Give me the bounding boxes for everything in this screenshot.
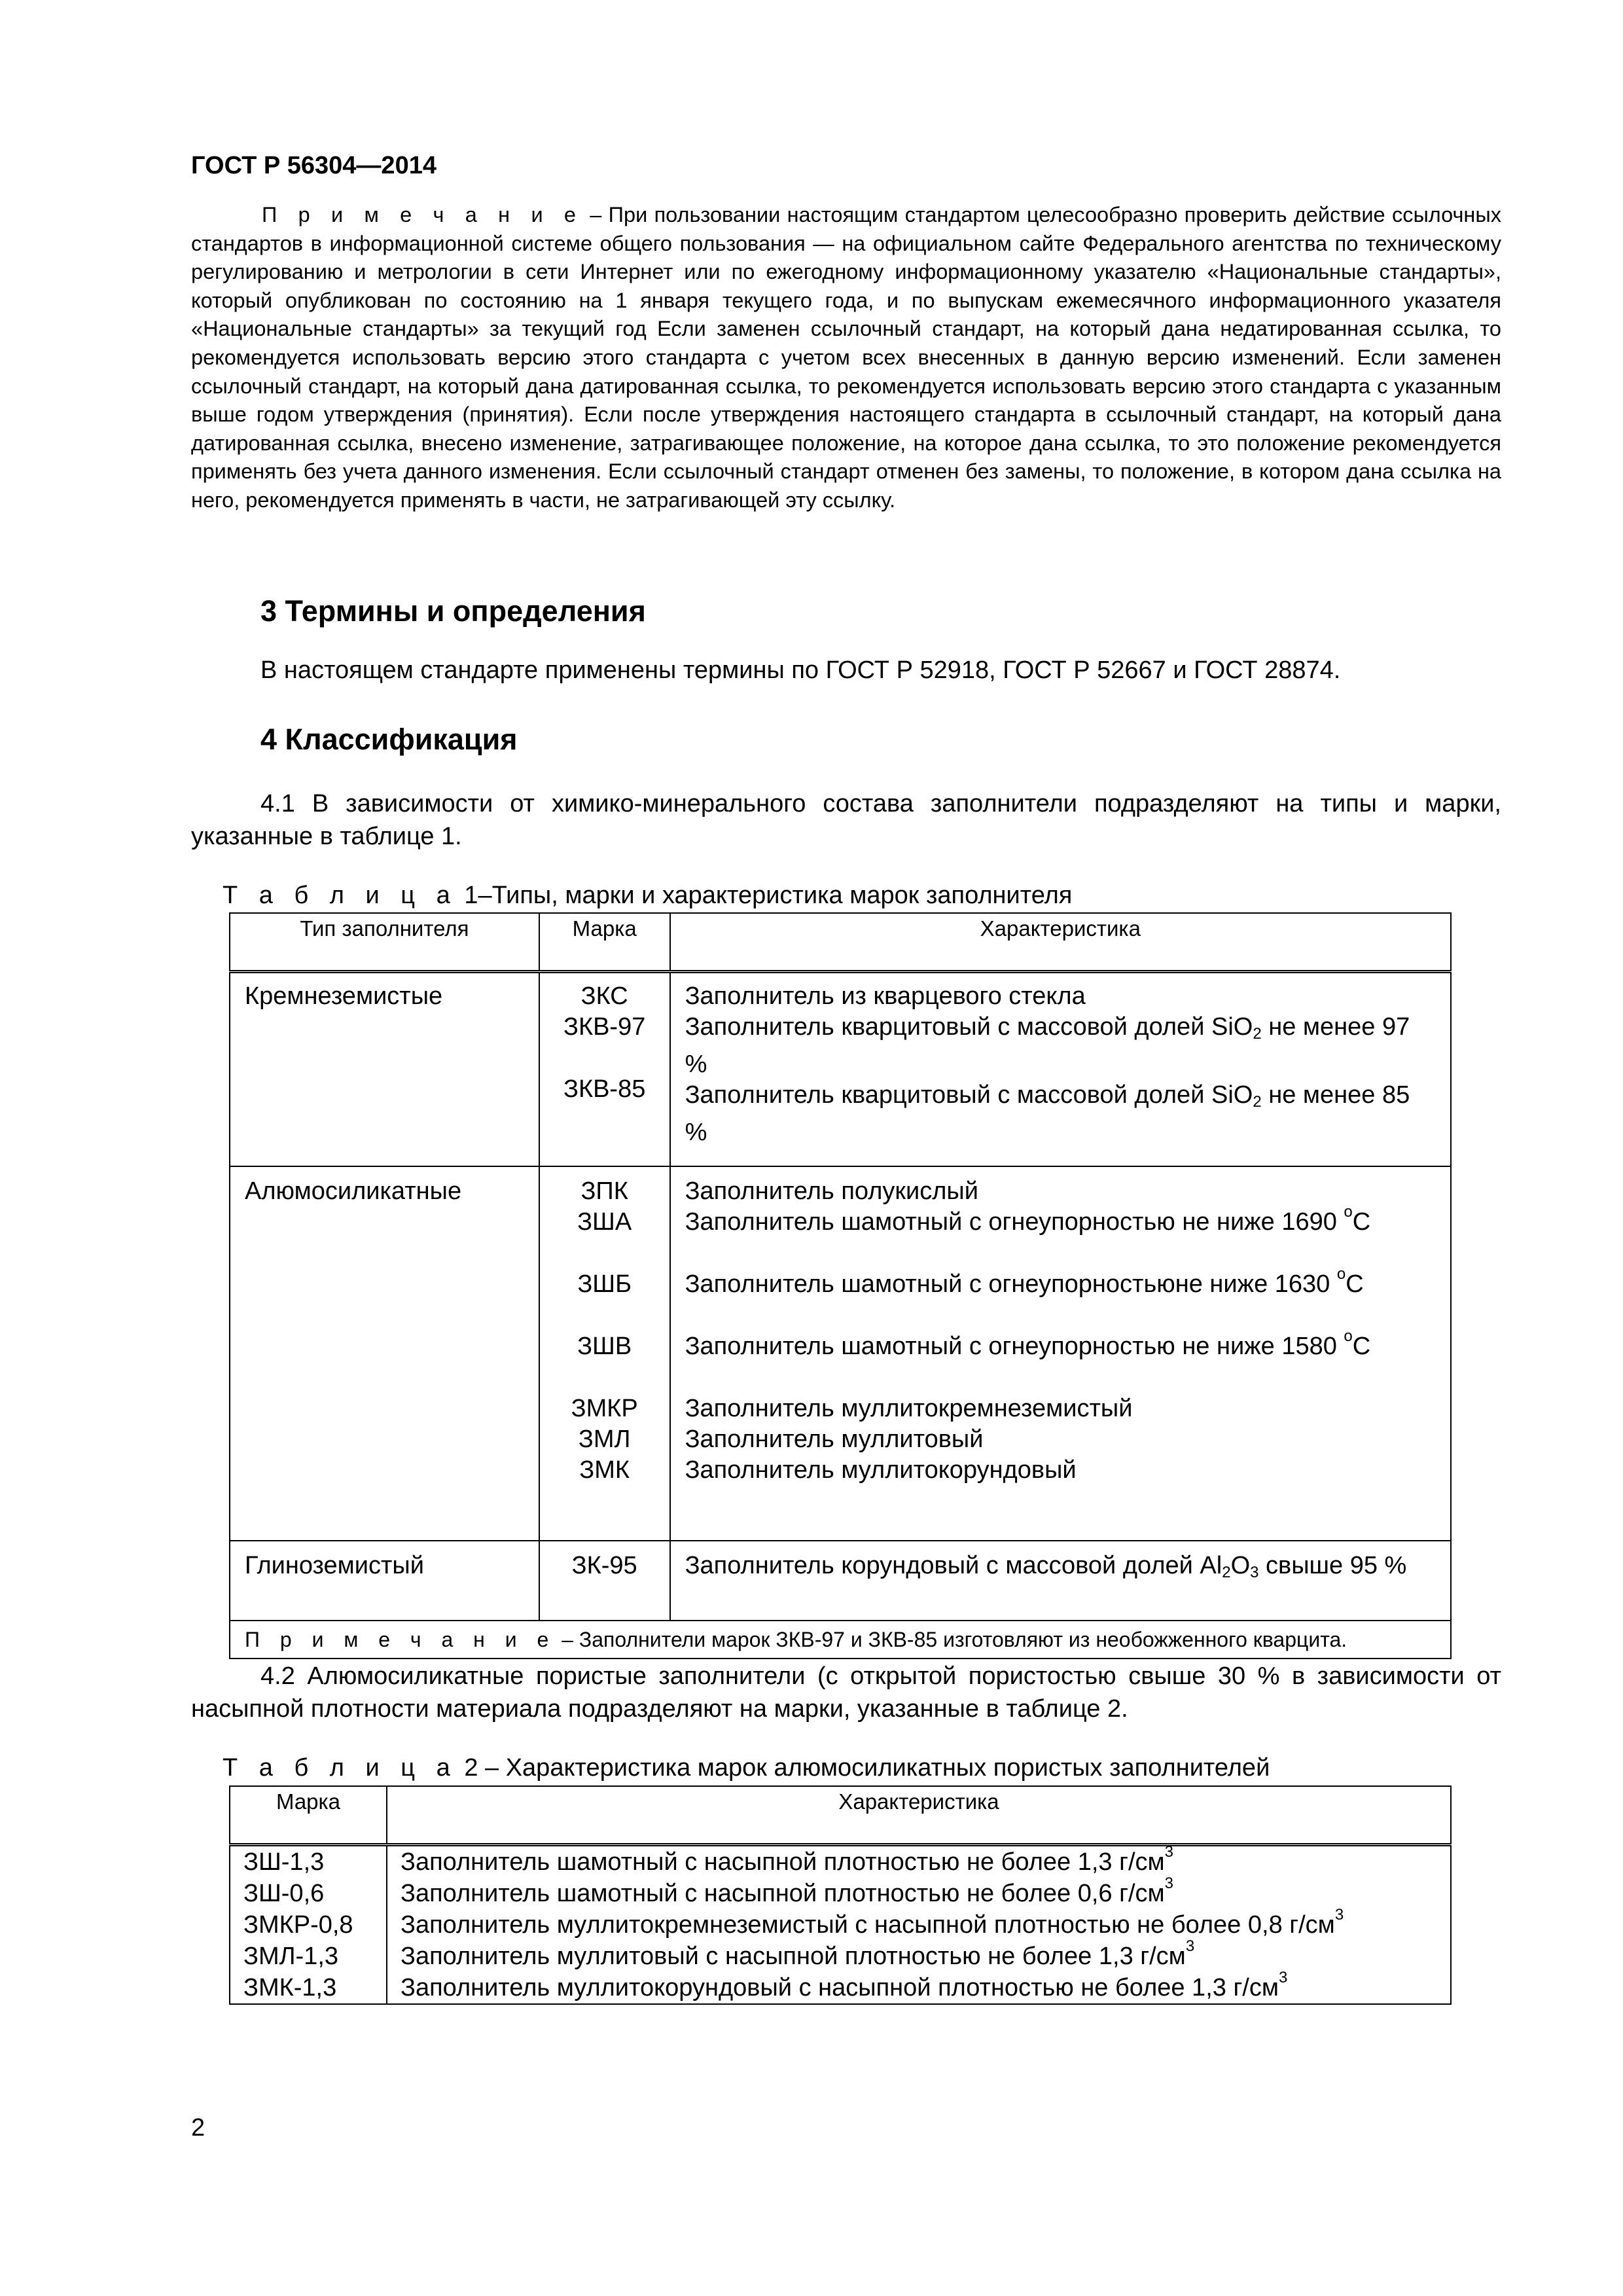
table-1-note: П р и м е ч а н и е – Заполнители марок ЗКВ-97 и ЗКВ-85 изготовляют из необожженного кварцита. bbox=[230, 1621, 1451, 1659]
mark: ЗКВ-85 bbox=[563, 1075, 646, 1103]
references-note bbox=[191, 201, 1501, 515]
table-2-cell-char: Заполнитель шамотный с насыпной плотностью не более 1,3 $г/см^3$ Заполнитель шамотный с насыпной плотностью не более 0,6 $г/см^3$ Заполнитель муллитокремнеземистый с насыпной плотностью не более 0,8 $г/см^3$ Заполнитель муллитовый с насыпной плотностью не более 1,3 $г/см^3$ Заполнитель муллитокорундовый с насыпной плотностью не более 1,3 $г/см^3$ bbox=[387, 1845, 1451, 2005]
table-1-caption bbox=[223, 882, 1072, 910]
mark: ЗШВ bbox=[577, 1333, 632, 1360]
section-4-title: 4 Классификация bbox=[260, 723, 518, 756]
mark: ЗК-95 bbox=[571, 1552, 637, 1579]
mark: ЗМКР bbox=[571, 1395, 638, 1422]
char-cell bbox=[670, 1166, 1451, 1541]
mark: ЗМЛ bbox=[578, 1426, 631, 1453]
note-label: П р и м е ч а н и е bbox=[262, 203, 583, 226]
mark-cell bbox=[539, 1166, 670, 1541]
type-cell: Глиноземистый bbox=[230, 1541, 539, 1621]
table-1-header-type: Тип заполнителя bbox=[230, 913, 539, 972]
table-2-caption bbox=[223, 1754, 1270, 1782]
table-2-header-char: Характеристика bbox=[387, 1786, 1451, 1845]
table-1-caption-label: Т а б л и ц а bbox=[223, 882, 457, 909]
table-1 bbox=[229, 912, 1452, 1659]
char-line: Заполнитель шамотный с огнеупорностьюне ниже 1630 $^o$С bbox=[685, 1265, 1364, 1298]
table-row bbox=[230, 972, 1451, 1167]
char-line: Заполнитель муллитовый bbox=[685, 1426, 984, 1453]
char-line: Заполнитель из кварцевого стекла bbox=[685, 982, 1086, 1010]
table-row bbox=[230, 1166, 1451, 1541]
page-number: 2 bbox=[191, 2114, 205, 2142]
section-3-text: В настоящем стандарте применены термины по ГОСТ Р 52918, ГОСТ Р 52667 и ГОСТ 28874. bbox=[260, 656, 1341, 684]
char-line: Заполнитель шамотный с огнеупорностью не ниже 1580 $^o$С bbox=[685, 1327, 1371, 1360]
mark: ЗМК bbox=[579, 1456, 630, 1484]
paragraph-4-1: 4.1 В зависимости от химико-минерального состава заполнители подразделяют на типы и марки, указанные в таблице 1. bbox=[191, 790, 1501, 850]
table-2-cell-mark: ЗШ-1,3 ЗШ-0,6 ЗМКР-0,8 ЗМЛ-1,3 ЗМК-1,3 bbox=[230, 1845, 387, 2005]
table-1-header-row bbox=[230, 913, 1451, 972]
paragraph-4-2: 4.2 Алюмосиликатные пористые заполнители (с открытой пористостью свыше 30 % в зависимости от насыпной плотности материала подразделяют на марки, указанные в таблице 2. bbox=[191, 1662, 1501, 1723]
table-2-caption-text: 2 – Характеристика марок алюмосиликатных пористых заполнителей bbox=[457, 1754, 1270, 1782]
table-2-caption-label: Т а б л и ц а bbox=[223, 1754, 457, 1782]
table-1-note-row bbox=[230, 1621, 1451, 1659]
type-cell: Кремнеземистые bbox=[230, 972, 539, 1167]
char-line: Заполнитель кварцитовый с массовой долей SiO$_2$ не менее 85 % bbox=[685, 1081, 1410, 1146]
table-1-header-char: Характеристика bbox=[670, 913, 1451, 972]
char-line: Заполнитель муллитокорундовый bbox=[685, 1456, 1077, 1484]
char-line: Заполнитель муллитокремнеземистый bbox=[685, 1395, 1133, 1422]
section-3-title: 3 Термины и определения bbox=[260, 594, 646, 628]
mark: ЗША bbox=[577, 1208, 632, 1236]
table-2-header-mark: Марка bbox=[230, 1786, 387, 1845]
mark-cell bbox=[539, 972, 670, 1167]
document-header: ГОСТ Р 56304—2014 bbox=[191, 152, 437, 179]
note-text: – При пользовании настоящим стандартом целесообразно проверить действие ссылочных стандартов в информационной системе общего пользования — на официальном сайте Федерального агентства по техническому регулированию и метрологии в сети Интернет или по ежегодному информационному указателю «Национальные стандарты», который опубликован по состоянию на 1 января текущего года, и по выпускам ежемесячного информационного указателя «Национальные стандарты» за текущий год Если заменен ссылочный стандарт, на который дана недатированная ссылка, то рекомендуется использовать версию этого стандарта с учетом всех внесенных в данную версию изменений. Если заменен ссылочный стандарт, на который дана датированная ссылка, то рекомендуется использовать версию этого стандарта с указанным выше годом утверждения (принятия). Если после утверждения настоящего стандарта в ссылочный стандарт, на который дана датированная ссылка, внесено изменение, затрагивающее положение, на которое дана ссылка, то это положение рекомендуется применять без учета данного изменения. Если ссылочный стандарт отменен без замены, то положение, в котором дана ссылка на него, рекомендуется применять в части, не затрагивающей эту ссылку. bbox=[191, 203, 1501, 512]
table-2-header-row bbox=[230, 1786, 1451, 1845]
char-line: Заполнитель кварцитовый с массовой долей SiO$_2$ не менее 97 % bbox=[685, 1013, 1410, 1078]
table-2 bbox=[229, 1785, 1452, 2005]
char-cell: Заполнитель корундовый с массовой долей $Al_2O_3$ свыше 95 % bbox=[670, 1541, 1451, 1621]
mark: ЗШБ bbox=[577, 1270, 632, 1298]
table-1-caption-text: 1–Типы, марки и характеристика марок заполнителя bbox=[457, 882, 1073, 909]
char-line: Заполнитель шамотный с огнеупорностью не ниже 1690 $^o$С bbox=[685, 1203, 1371, 1236]
mark: ЗПК bbox=[580, 1177, 628, 1205]
char-line: Заполнитель полукислый bbox=[685, 1177, 978, 1205]
mark: ЗКВ-97 bbox=[563, 1013, 646, 1041]
char-cell bbox=[670, 972, 1451, 1167]
table-row bbox=[230, 1845, 1451, 2005]
mark: ЗКС bbox=[580, 982, 628, 1010]
mark-cell bbox=[539, 1541, 670, 1621]
type-cell: Алюмосиликатные bbox=[230, 1166, 539, 1541]
table-row bbox=[230, 1541, 1451, 1621]
table-1-header-mark: Марка bbox=[539, 913, 670, 972]
